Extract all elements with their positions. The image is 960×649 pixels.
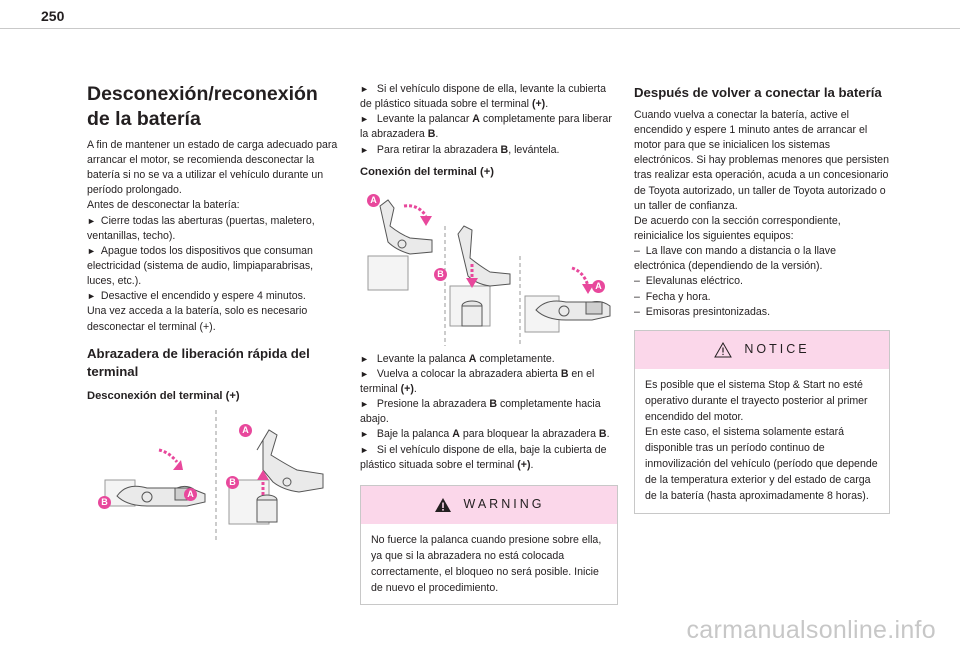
bold-text: A xyxy=(452,428,460,441)
paragraph: De acuerdo con la sección correspondiente, reinicialice los siguientes equipos: xyxy=(634,214,841,242)
paragraph: Cuando vuelva a conectar la batería, active el encendido y espere 1 minuto antes de arrancar el motor para que se inicialicen los sistemas electrónicos. Si hay problemas menores que persisten tras realizar esta operación, acuda a un concesionario de Toyota autorizado, un taller de Toyota autorizado o un taller de confianza. xyxy=(634,108,889,212)
notice-text: Es posible que el sistema Stop & Start no esté operativo durante el trayecto posterior al primer encendido del motor. En este caso, el sistema solamente estará disponible tras un período continuo de inmovilización del vehículo (período que depende de la temperatura exterior y del estado de carga de la batería (hasta aproximadamente 8 horas). xyxy=(645,378,878,503)
dash-item-text: La llave con mando a distancia o la llave electrónica (dependiendo de la versión). xyxy=(634,245,836,273)
dash-item-text: Elevalunas eléctrico. xyxy=(645,275,743,288)
text: Si el vehículo dispone de ella, baje la cubierta de plástico situada sobre el terminal xyxy=(360,443,607,471)
warning-box xyxy=(360,485,618,606)
bold-text: B xyxy=(560,367,569,380)
bullet-item xyxy=(360,143,618,158)
bullet-item: ► Cierre todas las aberturas (puertas, maletero, ventanillas, techo). xyxy=(87,214,339,244)
text: Levante la palanca xyxy=(376,352,469,365)
dash-item-text: Emisoras presintonizadas. xyxy=(645,305,771,318)
dash-item: – Elevalunas eléctrico. xyxy=(634,275,743,288)
bold-text: B xyxy=(489,398,498,411)
top-rule xyxy=(0,28,960,29)
text: para bloquear la abrazadera xyxy=(459,428,599,441)
page-number: 250 xyxy=(41,8,65,24)
disconnection-illustration xyxy=(87,410,339,542)
column-2 xyxy=(360,82,618,605)
text: . xyxy=(413,383,417,395)
intro-paragraph: A fin de mantener un estado de carga adecuado para arrancar el motor, se recomienda desconectar la batería si no se va a utilizar el vehículo durante un período prolongado. xyxy=(87,138,338,197)
warning-text: No fuerce la palanca cuando presione sobre ella, ya que si la abrazadera no está colocada correctamente, el bloqueo no será posible. Inicie de nuevo el procedimiento. xyxy=(371,533,602,594)
bullet-item xyxy=(360,352,618,367)
section-title: Después de volver a conectar la batería xyxy=(634,85,882,100)
label-b-badge: B xyxy=(434,268,447,281)
subsection-title: Abrazadera de liberación rápida del terminal xyxy=(87,345,310,379)
dash-item: – Fecha y hora. xyxy=(634,290,711,303)
bold-text: (+) xyxy=(531,98,546,111)
watermark: carmanualsonline.info xyxy=(686,616,936,644)
notice-title: NOTICE xyxy=(744,341,810,356)
notice-header xyxy=(635,331,889,369)
text: Si el vehículo dispone de ella, levante la cubierta de plástico situada sobre el terminal xyxy=(360,83,606,111)
text: en el terminal xyxy=(360,367,595,395)
text: Presione la abrazadera xyxy=(376,398,490,411)
bullet-item xyxy=(360,82,618,112)
text: . xyxy=(435,128,439,141)
column-1 xyxy=(87,82,339,548)
bullet-item xyxy=(360,112,618,142)
bold-text: A xyxy=(468,352,477,365)
bullet-item: ► Desactive el encendido y espere 4 minutos. xyxy=(87,289,339,304)
text: Vuelva a colocar la abrazadera abierta xyxy=(376,367,561,380)
text: completamente para liberar la abrazadera xyxy=(360,113,612,141)
bullet-item xyxy=(360,443,618,473)
subsubsection-title: Conexión del terminal (+) xyxy=(360,165,494,178)
label-b-badge: B xyxy=(226,476,239,489)
label-a-badge: A xyxy=(184,488,197,501)
label-a-badge: A xyxy=(592,280,605,293)
dash-item-text: Fecha y hora. xyxy=(645,290,711,303)
bullet-item xyxy=(360,397,618,427)
text: Baje la palanca xyxy=(376,428,453,441)
intro-paragraph: Antes de desconectar la batería: xyxy=(87,199,240,212)
bold-text: B xyxy=(598,428,607,441)
bullet-item: ► Apague todos los dispositivos que consuman electricidad (sistema de audio, limpiaparabrisas, luces, etc.). xyxy=(87,244,339,289)
bold-text: B xyxy=(427,128,436,141)
label-a-badge: A xyxy=(367,194,380,207)
column-3 xyxy=(634,82,890,514)
bold-text: B xyxy=(500,143,509,156)
text: . xyxy=(530,458,534,471)
text: completamente hacia abajo. xyxy=(360,398,601,426)
caution-triangle-icon xyxy=(714,342,732,358)
clamp-diagram xyxy=(360,186,618,346)
text: Levante la palancar xyxy=(376,113,473,126)
text: , levántela. xyxy=(508,143,560,156)
dash-item: – La llave con mando a distancia o la llave electrónica (dependiendo de la versión). xyxy=(634,245,836,273)
bold-text: A xyxy=(472,113,480,126)
bold-text: (+) xyxy=(517,458,531,471)
label-b-badge: B xyxy=(98,496,111,509)
text: . xyxy=(545,98,549,111)
text: Para retirar la abrazadera xyxy=(376,143,501,156)
text: . xyxy=(606,428,610,441)
bold-text: (+) xyxy=(400,383,414,395)
subsubsection-title: Desconexión del terminal (+) xyxy=(87,390,240,403)
connection-illustration xyxy=(360,186,618,346)
label-a-badge: A xyxy=(239,424,252,437)
dash-item: – Emisoras presintonizadas. xyxy=(634,305,771,318)
clamp-diagram xyxy=(87,410,339,542)
text: completamente. xyxy=(476,352,555,365)
paragraph: Una vez acceda a la batería, solo es necesario desconectar el terminal (+). xyxy=(87,305,308,333)
warning-triangle-icon xyxy=(434,497,452,513)
section-title: Desconexión/reconexión de la batería xyxy=(87,83,318,130)
bullet-item xyxy=(360,367,618,397)
warning-header xyxy=(361,486,617,524)
bullet-item xyxy=(360,427,618,442)
warning-title: WARNING xyxy=(463,496,545,511)
notice-box xyxy=(634,330,890,514)
